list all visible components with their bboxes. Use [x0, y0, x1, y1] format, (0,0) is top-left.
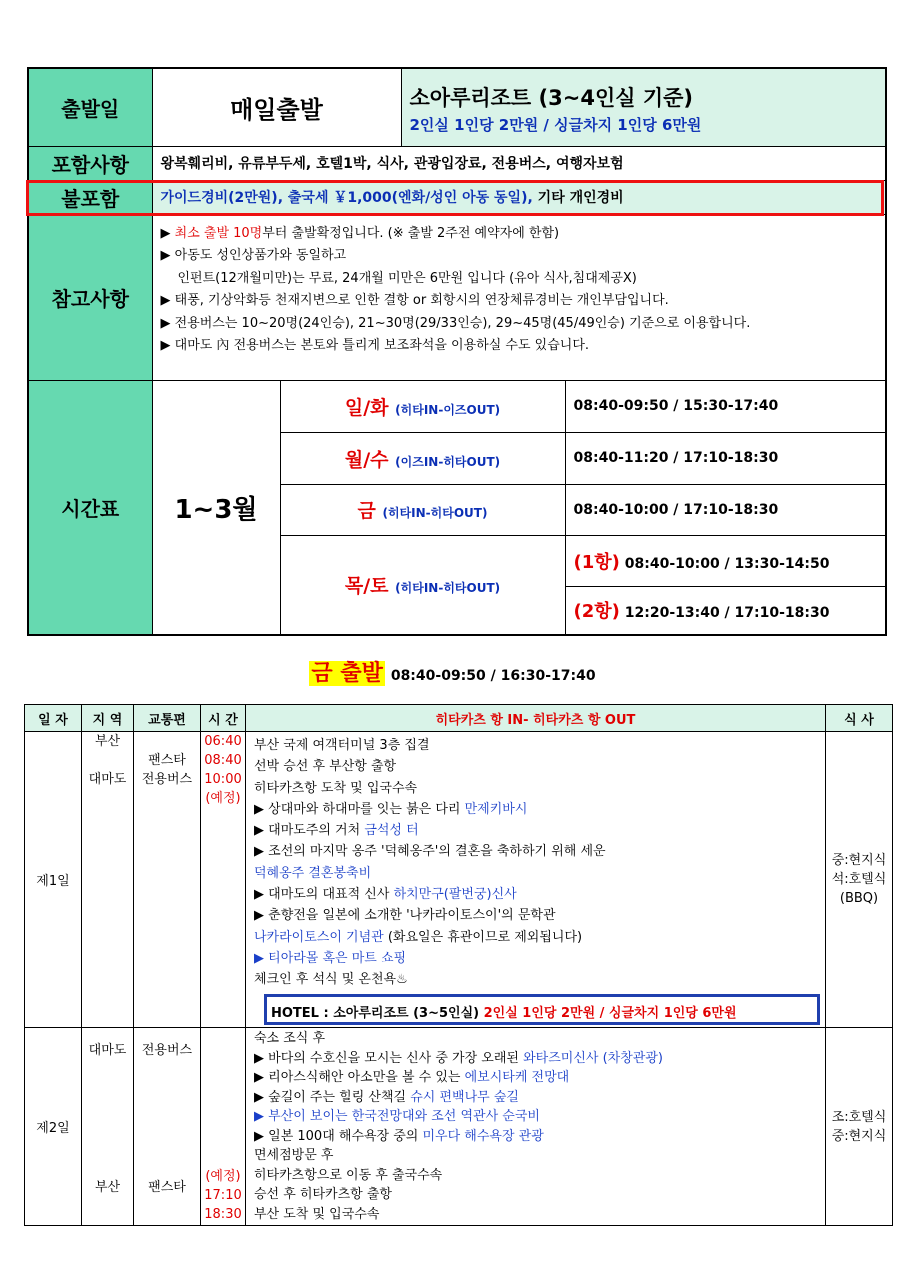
itinerary-line: ▶ 조선의 마지막 옹주 '덕혜옹주'의 결혼을 축하하기 위해 세운	[254, 844, 606, 860]
line-text: ▶ 숲길이 주는 힐링 산책길	[254, 1089, 411, 1105]
sailing-time: 12:20-13:40 / 17:10-18:30	[624, 605, 830, 622]
region-text: 부산	[94, 734, 121, 749]
day-label: 목/토	[344, 575, 389, 598]
note-1-highlight: 최소 출발 10명	[174, 225, 263, 241]
place-name: 슈시 편백나무 숲길	[410, 1089, 519, 1105]
meal-text: 중:현지식	[831, 853, 887, 868]
itinerary-line: ▶ 춘향전을 일본에 소개한 '나카라이토스이'의 문학관	[254, 908, 556, 924]
timetable-month: 1~3월	[152, 380, 280, 635]
time-text: (예정)	[205, 791, 241, 806]
resort-cell	[401, 68, 886, 146]
place-name: 와타즈미신사 (차창관광)	[523, 1050, 663, 1066]
itinerary-table	[24, 704, 893, 1226]
info-table	[27, 67, 887, 636]
hotel-name: HOTEL : 소아루리조트 (3~5인실)	[271, 1006, 484, 1021]
transport-text: 전용버스	[141, 772, 193, 787]
include-value: 왕복훼리비, 유류부두세, 호텔1박, 식사, 관광입장료, 전용버스, 여행자보험	[152, 146, 886, 180]
itinerary-line	[246, 927, 825, 948]
friday-departure	[0, 656, 905, 687]
note-3: 인펀트(12개월미만)는 무료, 24개월 미만은 6만원 입니다 (유아 식사,침대제공X)	[177, 270, 637, 286]
itinerary-line	[246, 1127, 825, 1147]
line-text: ▶ 리아스식해안 아소만을 볼 수 있는	[254, 1070, 465, 1085]
itinerary-line	[246, 1068, 825, 1088]
meal-text: (BBQ)	[839, 891, 879, 906]
sailing-tag: (1항)	[573, 551, 620, 573]
schedule-time-4a	[565, 535, 886, 586]
note-4: ▶ 태풍, 기상악화등 천재지변으로 인한 결항 or 회항시의 연장체류경비는 개인부담입니다.	[160, 293, 669, 308]
note-2: ▶ 아동도 성인상품가와 동일하고	[160, 248, 347, 263]
place-name: 미우다 해수욕장 관광	[422, 1128, 544, 1144]
day-label: 일/화	[344, 396, 389, 419]
schedule-day-3	[280, 484, 565, 535]
itinerary-line: 히타카츠항 도착 및 입국수속	[254, 780, 418, 796]
transport-text: 팬스타	[148, 1180, 186, 1195]
day2-times	[201, 1028, 246, 1226]
note-5: ▶ 전용버스는 10~20명(24인승), 21~30명(29/33인승), 29~45명(45/49인승) 기준으로 이용합니다.	[160, 315, 751, 331]
note-1-rest: 부터 출발확정입니다. (※ 출발 2주전 예약자에 한함)	[262, 225, 560, 241]
itinerary-line	[246, 1049, 825, 1069]
itinerary-line: 부산 국제 여객터미널 3층 집결	[254, 738, 430, 753]
day2-label: 제2일	[25, 1028, 82, 1226]
day-label: 금	[357, 500, 376, 522]
transport-text: 전용버스	[141, 1043, 193, 1058]
itinerary-line: 승선 후 히타카츠항 출항	[254, 1187, 392, 1202]
place-name: 덕혜옹주 결혼봉축비	[254, 865, 372, 881]
header-transport: 교통편	[134, 705, 201, 732]
itinerary-line: 선박 승선 후 부산항 출항	[254, 759, 397, 775]
header-time: 시 간	[201, 705, 246, 732]
itinerary-line: 체크인 후 석식 및 온천욕♨	[254, 972, 408, 988]
departure-value: 매일출발	[152, 68, 401, 146]
line-text: ▶ 대마도주의 거처	[254, 823, 365, 839]
meal-text: 석:호텔식	[831, 872, 887, 887]
meal-text: 조:호텔식	[831, 1109, 887, 1125]
region-text: 대마도	[88, 1043, 127, 1058]
day1-meals	[826, 732, 893, 1028]
route-label: (히타IN-히타OUT)	[395, 581, 501, 596]
line-text: ▶ 상대마와 하대마를 잇는 붉은 다리	[254, 801, 465, 817]
include-label: 포함사항	[28, 146, 152, 180]
timetable-label: 시간표	[28, 380, 152, 635]
place-name: 하치만구(팔번궁)신사	[393, 887, 517, 903]
sailing-tag: (2항)	[573, 601, 620, 623]
day1-times	[201, 732, 246, 1028]
day2-region	[82, 1028, 134, 1226]
day1-details	[246, 732, 826, 1028]
region-text: 부산	[94, 1180, 121, 1195]
route-label: (히타IN-히타OUT)	[382, 506, 488, 520]
itinerary-line: 히타카츠항으로 이동 후 출국수속	[254, 1167, 443, 1183]
place-name: 만제키바시	[464, 801, 528, 817]
notes-cell	[152, 214, 886, 380]
day1-region	[82, 732, 134, 1028]
transport-text: 팬스타	[148, 753, 186, 768]
schedule-day-2	[280, 432, 565, 484]
line-text: ▶ 대마도의 대표적 신사	[254, 887, 394, 903]
line-text: ▶ 일본 100대 해수욕장 중의	[254, 1128, 423, 1144]
resort-sub: 2인실 1인당 2만원 / 싱글차지 1인당 6만원	[409, 115, 702, 134]
departure-label: 출발일	[28, 68, 152, 146]
notes-label: 참고사항	[28, 214, 152, 380]
day2-details	[246, 1028, 826, 1226]
time-text: 18:30	[204, 1207, 242, 1222]
schedule-time-2: 08:40-11:20 / 17:10-18:30	[565, 432, 886, 484]
sailing-time: 08:40-10:00 / 13:30-14:50	[624, 555, 830, 572]
itinerary-line: 면세점방문 후	[254, 1148, 334, 1163]
time-text: 06:40	[204, 734, 242, 749]
friday-label: 금 출발	[311, 661, 383, 686]
exclude-value-1: 가이드경비(2만원), 출국세 ￥1,000(엔화/성인 아동 동일),	[160, 190, 533, 206]
time-text: (예정)	[205, 1169, 241, 1184]
day2-transport	[134, 1028, 201, 1226]
note-1	[161, 223, 886, 246]
time-text: 08:40	[204, 753, 242, 768]
time-text: 10:00	[204, 772, 242, 787]
schedule-time-3: 08:40-10:00 / 17:10-18:30	[565, 484, 886, 535]
schedule-day-4	[280, 535, 565, 635]
itinerary-line: ▶ 티아라몰 혹은 마트 쇼핑	[254, 950, 407, 966]
itinerary-line: 부산 도착 및 입국수속	[254, 1206, 380, 1222]
line-text: (화요일은 휴관이므로 제외됩니다)	[383, 929, 583, 945]
day1-label: 제1일	[25, 732, 82, 1028]
place-name: 에보시타케 전망대	[464, 1070, 570, 1085]
header-meal: 식 사	[826, 705, 893, 732]
note-6: ▶ 대마도 內 전용버스는 본토와 틀리게 보조좌석을 이용하실 수도 있습니다.	[160, 338, 590, 353]
exclude-label: 불포함	[28, 180, 152, 214]
time-text: 17:10	[204, 1188, 242, 1203]
header-region: 지 역	[82, 705, 134, 732]
hotel-info-box	[264, 994, 820, 1025]
route-label: (히타IN-이즈OUT)	[395, 402, 501, 417]
friday-time: 08:40-09:50 / 16:30-17:40	[390, 668, 596, 684]
exclude-highlight-box	[26, 180, 884, 216]
exclude-value-2: 기타 개인경비	[537, 190, 624, 206]
schedule-day-1	[280, 380, 565, 432]
bullet-icon: ▶	[160, 225, 175, 241]
hotel-price: 2인실 1인당 2만원 / 싱글차지 1인당 6만원	[483, 1006, 737, 1021]
itinerary-line: ▶ 부산이 보이는 한국전망대와 조선 역관사 순국비	[254, 1109, 540, 1124]
itinerary-line	[246, 820, 825, 841]
day1-transport	[134, 732, 201, 1028]
line-text: ▶ 바다의 수호신을 모시는 신사 중 가장 오래된	[254, 1050, 524, 1066]
itinerary-line	[246, 799, 825, 820]
itinerary-line	[246, 884, 825, 905]
place-name: 금석성 터	[364, 823, 419, 839]
region-text: 대마도	[88, 772, 127, 787]
day-label: 월/수	[344, 448, 389, 471]
itinerary-line	[246, 1088, 825, 1108]
itinerary-line: 숙소 조식 후	[254, 1031, 326, 1046]
schedule-time-1: 08:40-09:50 / 15:30-17:40	[565, 380, 886, 432]
place-name: 나카라이토스이 기념관	[254, 929, 384, 945]
route-label: (이즈IN-히타OUT)	[395, 454, 501, 469]
meal-text: 중:현지식	[831, 1128, 887, 1144]
day2-meals	[826, 1028, 893, 1226]
header-route: 히타카츠 항 IN- 히타카츠 항 OUT	[246, 705, 826, 732]
schedule-time-4b	[565, 586, 886, 635]
header-date: 일 자	[25, 705, 82, 732]
resort-title: 소아루리조트 (3~4인실 기준)	[409, 85, 693, 110]
